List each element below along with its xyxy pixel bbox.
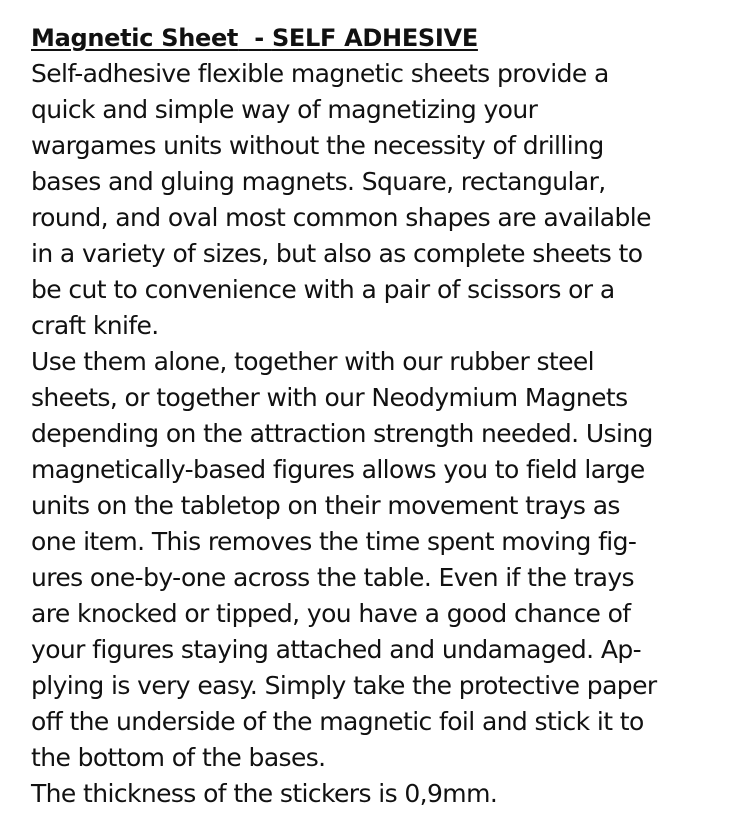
text-line-18: plying is very easy. Simply take the protective paper xyxy=(31,671,657,700)
text-line-21: The thickness of the stickers is 0,9mm. xyxy=(31,779,498,808)
text-line-13: units on the tabletop on their movement trays as xyxy=(31,491,620,520)
title-separator: - xyxy=(238,24,272,52)
text-line-14: one item. This removes the time spent moving fig- xyxy=(31,527,637,556)
text-line-6: in a variety of sizes, but also as complete sheets to xyxy=(31,239,643,268)
text-line-3: wargames units without the necessity of drilling xyxy=(31,131,604,160)
text-line-12: magnetically-based figures allows you to field large xyxy=(31,455,645,484)
text-line-10: sheets, or together with our Neodymium Magnets xyxy=(31,383,628,412)
text-line-8: craft knife. xyxy=(31,311,159,340)
text-line-20: the bottom of the bases. xyxy=(31,743,326,772)
text-line-16: are knocked or tipped, you have a good chance of xyxy=(31,599,631,628)
text-line-4: bases and gluing magnets. Square, rectangular, xyxy=(31,167,606,196)
text-line-2: quick and simple way of magnetizing your xyxy=(31,95,538,124)
text-line-19: off the underside of the magnetic foil and stick it to xyxy=(31,707,644,736)
text-line-7: be cut to convenience with a pair of scissors or a xyxy=(31,275,615,304)
text-line-15: ures one-by-one across the table. Even if the trays xyxy=(31,563,634,592)
text-line-5: round, and oval most common shapes are available xyxy=(31,203,651,232)
title-main: Magnetic Sheet xyxy=(31,24,239,52)
text-line-9: Use them alone, together with our rubber steel xyxy=(31,347,595,376)
text-line-11: depending on the attraction strength needed. Using xyxy=(31,419,653,448)
text-line-17: your figures staying attached and undamaged. Ap- xyxy=(31,635,642,664)
document-title xyxy=(31,20,731,56)
product-description xyxy=(31,20,731,812)
title-subtitle: SELF ADHESIVE xyxy=(271,24,478,52)
text-line-1: Self-adhesive flexible magnetic sheets provide a xyxy=(31,59,609,88)
